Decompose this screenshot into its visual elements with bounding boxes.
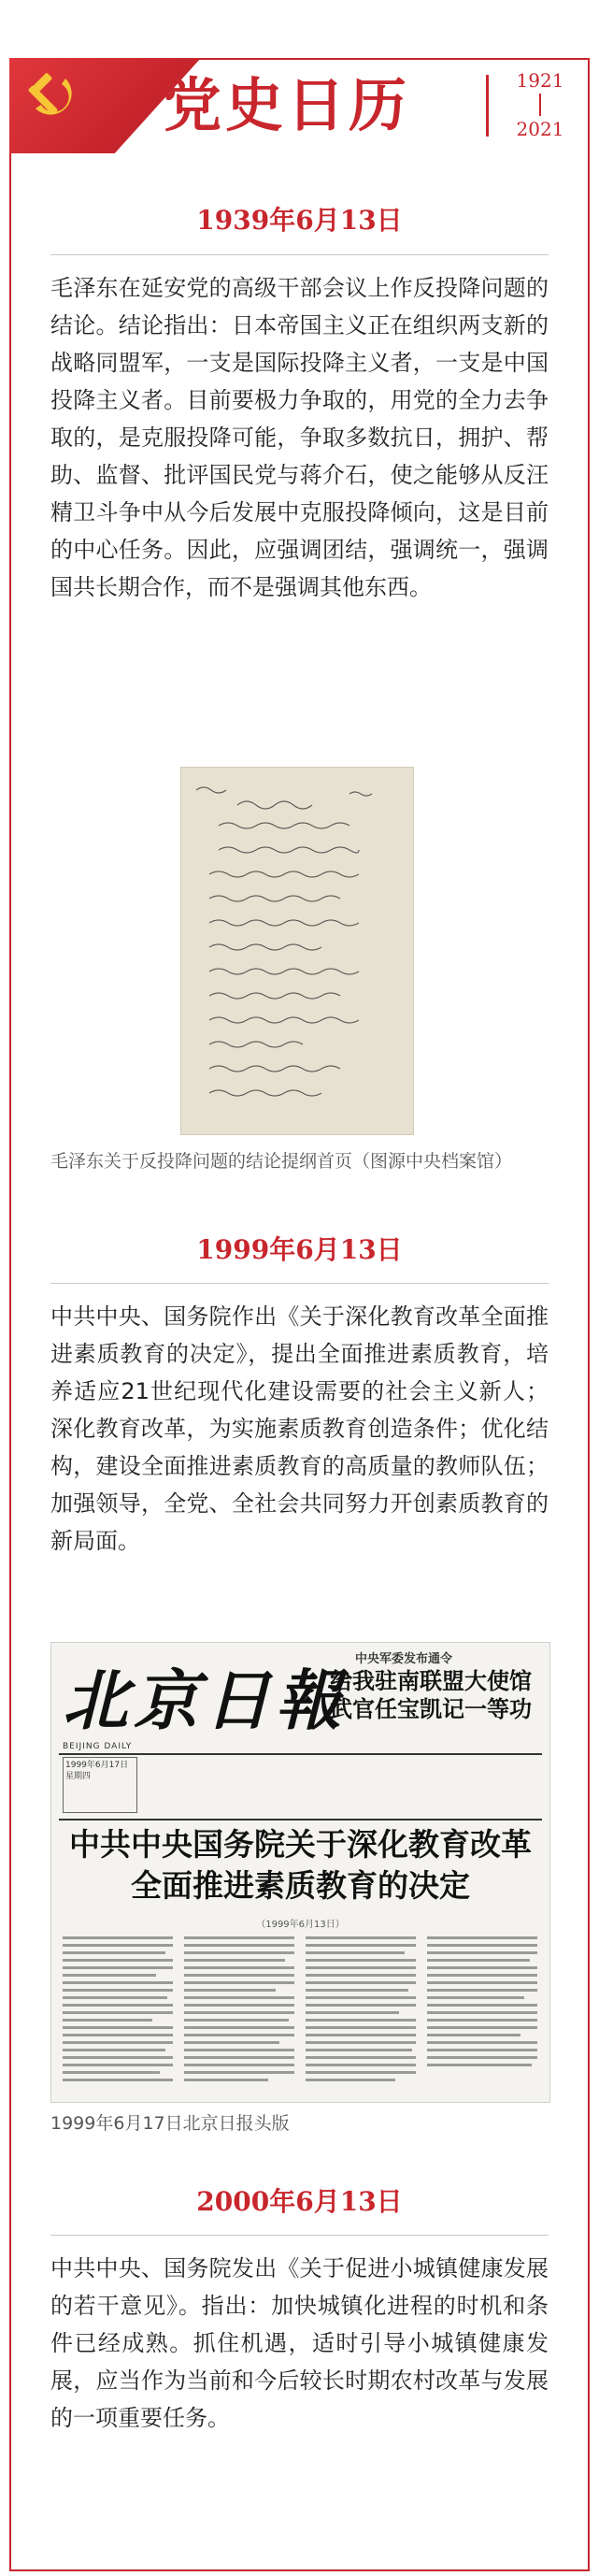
date-divider bbox=[50, 2235, 549, 2236]
header-divider bbox=[486, 75, 489, 137]
entry-text-1999: 中共中央、国务院作出《关于深化教育改革全面推进素质教育的决定》，提出全面推进素质教育，培养适应21世纪现代化建设需要的社会主义新人；深化教育改革，为实施素质教育创造条件；优化结构，建设全面推进素质教育的高质量的教师队伍；加强领导，全党、全社会共同努力开创素质教育的新局面。 bbox=[50, 1303, 549, 1554]
newspaper-sub-date: （1999年6月13日） bbox=[256, 1920, 345, 1930]
newspaper-front-page bbox=[50, 1642, 550, 2103]
manuscript-image bbox=[180, 767, 414, 1135]
date-divider bbox=[50, 254, 549, 255]
page-header bbox=[9, 58, 590, 153]
newspaper-body-columns bbox=[63, 1933, 538, 2092]
entry-date-1939: 1939年6月13日 bbox=[196, 205, 403, 236]
newspaper-edition-line: BEIJING DAILY bbox=[63, 1742, 133, 1751]
image-caption-1939: 毛泽东关于反投降问题的结论提纲首页（图源中央档案馆） bbox=[50, 1151, 513, 1172]
year-start: 1921 bbox=[516, 69, 564, 92]
page-title: 党史日历 bbox=[164, 71, 411, 139]
hammer-sickle-icon bbox=[22, 67, 86, 131]
entry-text-2000: 中共中央、国务院发出《关于促进小城镇健康发展的若干意见》。指出：加快城镇化进程的时机和条件已经成熟。抓住机遇，适时引导小城镇健康发展，应当作为当前和今后较长时期农村改革与发展的一项重要任务。 bbox=[50, 2255, 549, 2431]
newspaper-rule bbox=[59, 1819, 542, 1820]
year-separator bbox=[539, 94, 541, 116]
year-range bbox=[512, 69, 568, 140]
newspaper-masthead: 北京日報 bbox=[63, 1662, 347, 1739]
entry-date-1999: 1999年6月13日 bbox=[196, 1234, 403, 1265]
image-caption-1999: 1999年6月17日北京日报头版 bbox=[50, 2113, 290, 2134]
newspaper-side-headline: 给我驻南联盟大使馆武官任宝凯记一等功 bbox=[330, 1667, 532, 1722]
entry-date-2000: 2000年6月13日 bbox=[196, 2186, 403, 2217]
newspaper-rule bbox=[59, 1753, 542, 1755]
newspaper-side-kicker: 中央军委发布通令 bbox=[355, 1652, 453, 1666]
newspaper-date-box: 1999年6月17日 星期四 bbox=[63, 1757, 137, 1813]
year-end: 2021 bbox=[516, 118, 564, 140]
entry-text-1939: 毛泽东在延安党的高级干部会议上作反投降问题的结论。结论指出：日本帝国主义正在组织两支新的战略同盟军，一支是国际投降主义者，一支是中国投降主义者。目前要极力争取的，用党的全力去争取的，是克服投降可能，争取多数抗日，拥护、帮助、监督、批评国民党与蒋介石，使之能够从反汪精卫斗争中从今后发展中克服投降倾向，这是目前的中心任务。因此，应强调团结，强调统一，强调国共长期合作，而不是强调其他东西。 bbox=[50, 275, 549, 600]
handwriting-strokes bbox=[181, 768, 413, 1134]
date-divider bbox=[50, 1283, 549, 1284]
newspaper-main-headline: 中共中央国务院关于深化教育改革全面推进素质教育的决定 bbox=[69, 1826, 532, 1904]
